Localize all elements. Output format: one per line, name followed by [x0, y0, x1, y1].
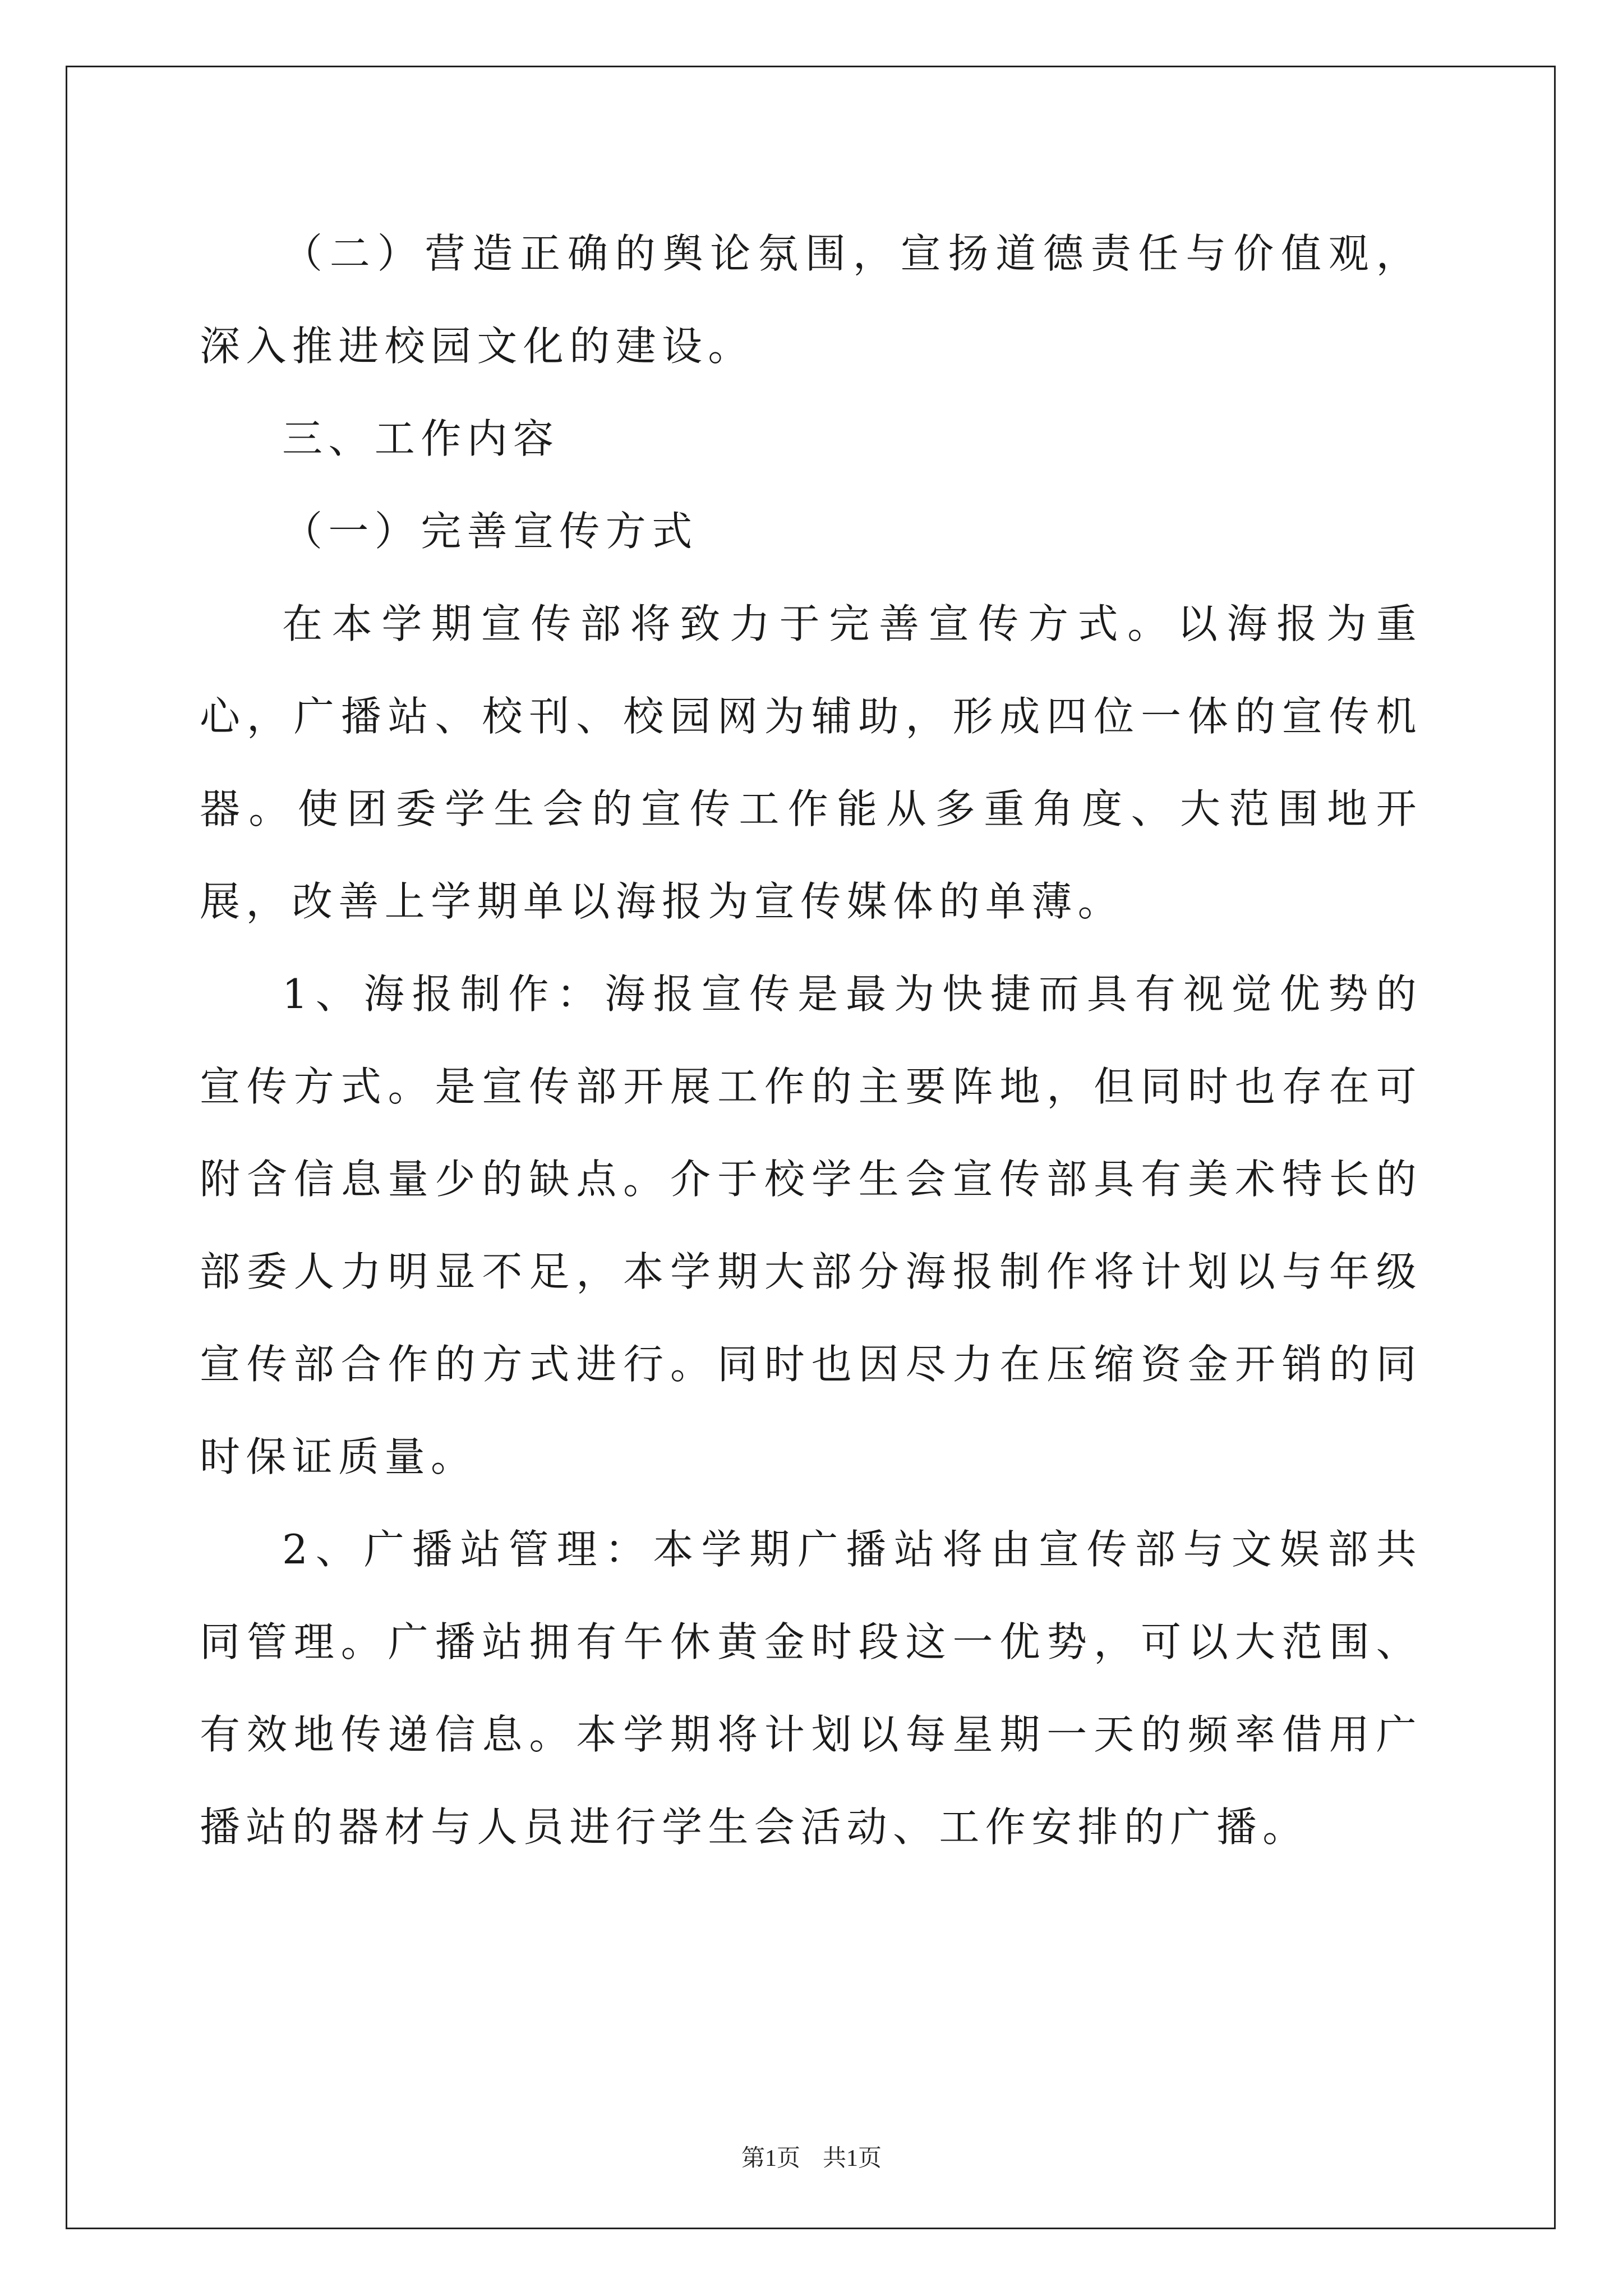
paragraph-broadcast-management: 2、广播站管理：本学期广播站将由宣传部与文娱部共同管理。广播站拥有午休黄金时段这一优势，可以大范围、有效地传递信息。本学期将计划以每星期一天的频率借用广播站的器材与人员进行学生会活动、工作安排的广播。 [200, 1526, 1422, 1851]
paragraph-objective-2: （二）营造正确的舆论氛围，宣扬道德责任与价值观，深入推进校园文化的建设。 [200, 230, 1422, 370]
page-total: 共1页 [823, 2146, 882, 2171]
document-body [200, 208, 1422, 1874]
paragraph-poster-production: 1、海报制作：海报宣传是最为快捷而具有视觉优势的宣传方式。是宣传部开展工作的主要阵地，但同时也存在可附含信息量少的缺点。介于校学生会宣传部具有美术特长的部委人力明显不足，本学期大部分海报制作将计划以与年级宣传部合作的方式进行。同时也因尽力在压缩资金开销的同时保证质量。 [200, 970, 1422, 1480]
page-number: 第1页 [741, 2146, 800, 2171]
section-heading-work-content: 三、工作内容 [282, 415, 560, 462]
page-footer [0, 2142, 1623, 2175]
subsection-heading-publicity-methods: （一）完善宣传方式 [282, 508, 698, 555]
paragraph-publicity-intro: 在本学期宣传部将致力于完善宣传方式。以海报为重心，广播站、校刊、校园网为辅助，形成四位一体的宣传机器。使团委学生会的宣传工作能从多重角度、大范围地开展，改善上学期单以海报为宣传媒体的单薄。 [200, 600, 1422, 925]
